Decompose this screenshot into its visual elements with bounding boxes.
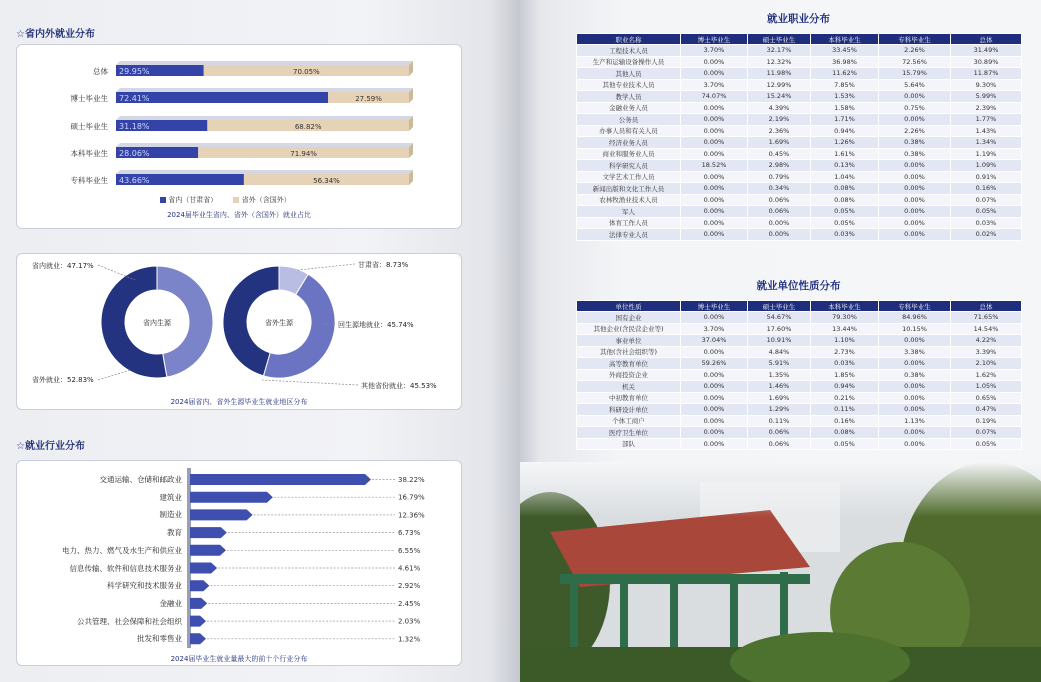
column-header: 总体 [951, 34, 1022, 45]
table-row [577, 183, 1022, 195]
table-cell: 0.00% [681, 194, 748, 206]
table-cell: 1.43% [951, 125, 1022, 137]
row-header-cell: 其他(含社会组织等) [577, 346, 681, 358]
table-cell: 1.10% [811, 335, 879, 347]
industry-row-label: 信息传输、软件和信息技术服务业 [69, 563, 182, 573]
legend-label-inside: 省内（甘肃省） [168, 196, 218, 204]
table-row [577, 68, 1022, 80]
row-header-cell: 其他专业技术人员 [577, 79, 681, 91]
table-row [577, 102, 1022, 114]
table-row [577, 369, 1022, 381]
industry-row-label: 电力、热力、燃气及水生产和供应业 [62, 545, 182, 555]
table-cell: 0.05% [811, 217, 879, 229]
table-row [577, 438, 1022, 450]
table-cell: 0.06% [748, 206, 811, 218]
donut-slice-label: 甘肃省：8.73% [358, 261, 409, 269]
table-cell: 9.30% [951, 79, 1022, 91]
table-cell: 15.24% [748, 91, 811, 103]
table-row [577, 137, 1022, 149]
table-cell: 0.00% [681, 229, 748, 241]
table-cell: 3.38% [879, 346, 951, 358]
table-cell: 37.04% [681, 335, 748, 347]
table-row [577, 381, 1022, 393]
table-cell: 1.58% [811, 102, 879, 114]
row-header-cell: 文学艺术工作人员 [577, 171, 681, 183]
row-header-cell: 个体工商户 [577, 415, 681, 427]
industry-bar-value: 6.55% [398, 546, 421, 555]
table-cell: 0.06% [748, 194, 811, 206]
table-cell: 14.54% [951, 323, 1022, 335]
table-cell: 0.00% [681, 312, 748, 324]
table-cell: 10.91% [748, 335, 811, 347]
row-header-cell: 工程技术人员 [577, 45, 681, 57]
table-cell: 0.03% [811, 229, 879, 241]
table-cell: 0.00% [879, 229, 951, 241]
row-header-cell: 机关 [577, 381, 681, 393]
table-cell: 59.26% [681, 358, 748, 370]
row-header-cell: 军人 [577, 206, 681, 218]
table-cell: 11.98% [748, 68, 811, 80]
table-cell: 1.26% [811, 137, 879, 149]
section-title-provincial: ☆省内外就业分布 [16, 29, 95, 40]
row-header-cell: 外商投资企业 [577, 369, 681, 381]
industry-bar-value: 38.22% [398, 476, 425, 484]
table-cell: 0.00% [681, 206, 748, 218]
table-cell: 0.91% [951, 171, 1022, 183]
table-cell: 31.49% [951, 45, 1022, 57]
industry-bar [190, 633, 206, 644]
table-cell: 0.00% [681, 404, 748, 416]
table-cell: 32.17% [748, 45, 811, 57]
campus-pavilion-photo [520, 462, 1041, 682]
table-cell: 0.16% [811, 415, 879, 427]
row-header-cell: 公务员 [577, 114, 681, 126]
table-cell: 3.70% [681, 323, 748, 335]
row-header-cell: 金融业务人员 [577, 102, 681, 114]
table-cell: 0.00% [681, 427, 748, 439]
table-row [577, 206, 1022, 218]
donut-slice-label: 回生源地就业：45.74% [338, 321, 414, 329]
table-cell: 71.65% [951, 312, 1022, 324]
table-cell: 36.98% [811, 56, 879, 68]
table-cell: 3.70% [681, 45, 748, 57]
industry-row-label: 批发和零售业 [137, 634, 182, 644]
table-cell: 1.69% [748, 137, 811, 149]
table-cell: 33.45% [811, 45, 879, 57]
table-cell: 12.32% [748, 56, 811, 68]
legend-label-outside: 省外（含国外） [241, 196, 291, 204]
table-cell: 54.67% [748, 312, 811, 324]
table-row [577, 229, 1022, 241]
table-cell: 0.00% [879, 427, 951, 439]
industry-row-label: 建筑业 [159, 492, 182, 502]
table-cell: 0.00% [681, 68, 748, 80]
table-cell: 0.00% [879, 160, 951, 172]
table-cell: 0.00% [681, 183, 748, 195]
table-cell: 74.07% [681, 91, 748, 103]
left-page [0, 0, 520, 682]
table-cell: 1.71% [811, 114, 879, 126]
row-header-cell: 经济业务人员 [577, 137, 681, 149]
table-cell: 1.34% [951, 137, 1022, 149]
industry-bar-value: 2.45% [398, 599, 421, 608]
table-cell: 1.04% [811, 171, 879, 183]
table-cell: 1.53% [811, 91, 879, 103]
table-cell: 0.00% [681, 346, 748, 358]
row-header-cell: 体育工作人员 [577, 217, 681, 229]
row-header-cell: 商业和服务业人员 [577, 148, 681, 160]
industry-bar-value: 2.03% [398, 617, 421, 626]
industry-row-label: 金融业 [159, 598, 182, 608]
row-header-cell: 医疗卫生单位 [577, 427, 681, 439]
table-row [577, 45, 1022, 57]
column-header: 博士毕业生 [681, 34, 748, 45]
table-cell: 0.07% [951, 427, 1022, 439]
industry-bar-chart [0, 0, 520, 682]
table-cell: 1.35% [748, 369, 811, 381]
table-cell: 0.13% [811, 160, 879, 172]
table-cell: 0.06% [748, 427, 811, 439]
table-cell: 0.05% [811, 438, 879, 450]
table-row [577, 346, 1022, 358]
table-cell: 0.38% [879, 137, 951, 149]
donut-center-label: 省外生源 [265, 319, 293, 327]
table-cell: 4.39% [748, 102, 811, 114]
industry-caption: 2024届毕业生就业量最大的前十个行业分布 [170, 655, 308, 663]
table-cell: 0.00% [879, 381, 951, 393]
table-cell: 2.19% [748, 114, 811, 126]
table-cell: 72.56% [879, 56, 951, 68]
table-row [577, 160, 1022, 172]
table-cell: 0.00% [748, 229, 811, 241]
donut-center-label: 省内生源 [143, 319, 171, 327]
industry-bar-value: 12.36% [398, 511, 425, 520]
table-cell: 0.38% [879, 369, 951, 381]
column-header: 单位性质 [577, 301, 681, 312]
table-row [577, 79, 1022, 91]
table-cell: 4.84% [748, 346, 811, 358]
table-cell: 0.00% [681, 125, 748, 137]
industry-bar [190, 474, 371, 485]
employer-type-table [576, 300, 1022, 450]
table-cell: 5.91% [748, 358, 811, 370]
bar-outside-value: 70.05% [293, 68, 320, 76]
row-header-cell: 农林牧渔业技术人员 [577, 194, 681, 206]
row-header-cell: 生产和运输设备操作人员 [577, 56, 681, 68]
table-cell: 1.09% [951, 160, 1022, 172]
table-cell: 0.05% [811, 206, 879, 218]
table-row [577, 312, 1022, 324]
industry-bar [190, 527, 227, 538]
table-cell: 0.00% [879, 438, 951, 450]
industry-bar [190, 598, 207, 609]
table-cell: 7.85% [811, 79, 879, 91]
row-header-cell: 高等教育单位 [577, 358, 681, 370]
column-header: 总体 [951, 301, 1022, 312]
table-cell: 1.13% [879, 415, 951, 427]
industry-bar-value: 6.73% [398, 529, 421, 538]
table-cell: 0.00% [879, 392, 951, 404]
row-header-cell: 科学研究人员 [577, 160, 681, 172]
row-header-cell: 部队 [577, 438, 681, 450]
table-cell: 0.34% [748, 183, 811, 195]
table-cell: 79.30% [811, 312, 879, 324]
column-header: 本科毕业生 [811, 34, 879, 45]
table-cell: 0.05% [951, 206, 1022, 218]
bar-outside-value: 56.34% [313, 177, 340, 185]
employer-table-title: 就业单位性质分布 [756, 280, 841, 292]
table-cell: 4.22% [951, 335, 1022, 347]
table-cell: 1.85% [811, 369, 879, 381]
table-row [577, 171, 1022, 183]
bar-outside-value: 27.59% [355, 95, 382, 103]
table-cell: 0.79% [748, 171, 811, 183]
industry-bar-value: 4.61% [398, 564, 421, 573]
industry-bar [190, 492, 273, 503]
table-cell: 0.00% [681, 171, 748, 183]
table-cell: 3.70% [681, 79, 748, 91]
industry-row-label: 科学研究和技术服务业 [107, 581, 182, 591]
table-cell: 0.00% [748, 217, 811, 229]
table-cell: 0.00% [879, 91, 951, 103]
table-cell: 0.00% [879, 217, 951, 229]
row-header-cell: 科研设计单位 [577, 404, 681, 416]
column-header: 硕士毕业生 [748, 301, 811, 312]
provincial-row-label: 总体 [93, 67, 108, 76]
table-cell: 2.26% [879, 125, 951, 137]
table-cell: 3.39% [951, 346, 1022, 358]
table-cell: 0.06% [748, 438, 811, 450]
table-cell: 1.69% [748, 392, 811, 404]
row-header-cell: 新闻出版和文化工作人员 [577, 183, 681, 195]
table-cell: 0.11% [748, 415, 811, 427]
table-row [577, 404, 1022, 416]
table-cell: 0.94% [811, 381, 879, 393]
right-page [520, 0, 1041, 682]
row-header-cell: 教学人员 [577, 91, 681, 103]
table-cell: 11.87% [951, 68, 1022, 80]
table-cell: 0.65% [951, 392, 1022, 404]
table-cell: 2.98% [748, 160, 811, 172]
column-header: 专科毕业生 [879, 34, 951, 45]
donut-slice-label: 省外就业：52.83% [32, 376, 94, 384]
column-header: 博士毕业生 [681, 301, 748, 312]
industry-row-label: 交通运输、仓储和邮政业 [99, 475, 182, 484]
donut-slice-label: 其他省份就业：45.53% [361, 382, 437, 390]
column-header: 硕士毕业生 [748, 34, 811, 45]
table-cell: 1.61% [811, 148, 879, 160]
industry-row-label: 公共管理、社会保障和社会组织 [77, 616, 182, 626]
row-header-cell: 其他人员 [577, 68, 681, 80]
column-header: 本科毕业生 [811, 301, 879, 312]
table-cell: 0.08% [811, 183, 879, 195]
column-header: 职业名称 [577, 34, 681, 45]
table-cell: 0.47% [951, 404, 1022, 416]
table-cell: 1.77% [951, 114, 1022, 126]
table-row [577, 114, 1022, 126]
table-cell: 0.94% [811, 125, 879, 137]
table-cell: 0.00% [681, 392, 748, 404]
table-row [577, 427, 1022, 439]
industry-bar [190, 545, 226, 556]
bar-inside-value: 72.41% [119, 94, 150, 103]
occupation-table [576, 33, 1022, 241]
provincial-row-label: 硕士毕业生 [70, 122, 108, 131]
bar-inside-value: 28.06% [119, 149, 150, 158]
table-cell: 0.16% [951, 183, 1022, 195]
table-row [577, 358, 1022, 370]
table-cell: 13.44% [811, 323, 879, 335]
table-cell: 17.60% [748, 323, 811, 335]
table-cell: 0.00% [681, 438, 748, 450]
industry-bar-value: 16.79% [398, 493, 425, 502]
table-row [577, 56, 1022, 68]
table-cell: 0.45% [748, 148, 811, 160]
industry-bar [190, 563, 217, 574]
table-row [577, 91, 1022, 103]
table-cell: 0.00% [879, 194, 951, 206]
table-cell: 10.15% [879, 323, 951, 335]
provincial-row-label: 博士毕业生 [70, 94, 108, 103]
occupation-table-title: 就业职业分布 [767, 13, 830, 25]
table-cell: 0.08% [811, 427, 879, 439]
table-row [577, 335, 1022, 347]
table-cell: 0.02% [951, 229, 1022, 241]
donut-slice-label: 省内就业：47.17% [32, 262, 94, 270]
industry-row-label: 教育 [167, 528, 182, 538]
row-header-cell: 法律专业人员 [577, 229, 681, 241]
table-cell: 0.21% [811, 392, 879, 404]
table-cell: 0.00% [681, 137, 748, 149]
table-cell: 0.08% [811, 194, 879, 206]
table-cell: 2.26% [879, 45, 951, 57]
table-cell: 0.00% [681, 369, 748, 381]
table-cell: 0.03% [951, 217, 1022, 229]
table-cell: 2.10% [951, 358, 1022, 370]
table-cell: 0.00% [879, 335, 951, 347]
row-header-cell: 办事人员和有关人员 [577, 125, 681, 137]
table-cell: 0.05% [951, 438, 1022, 450]
table-cell: 0.00% [681, 148, 748, 160]
table-cell: 2.39% [951, 102, 1022, 114]
table-cell: 0.11% [811, 404, 879, 416]
bar-inside-value: 29.95% [119, 67, 150, 76]
row-header-cell: 其他企业(含民营企业等) [577, 323, 681, 335]
table-cell: 0.38% [879, 148, 951, 160]
table-cell: 1.62% [951, 369, 1022, 381]
table-cell: 5.99% [951, 91, 1022, 103]
industry-bar-value: 2.92% [398, 582, 421, 591]
table-cell: 0.03% [811, 358, 879, 370]
bar-inside-value: 43.66% [119, 176, 150, 185]
table-cell: 0.00% [681, 56, 748, 68]
table-cell: 30.89% [951, 56, 1022, 68]
table-cell: 0.00% [879, 358, 951, 370]
table-cell: 0.75% [879, 102, 951, 114]
industry-bar-value: 1.32% [398, 635, 421, 644]
table-cell: 84.96% [879, 312, 951, 324]
table-cell: 0.00% [681, 217, 748, 229]
table-cell: 5.64% [879, 79, 951, 91]
table-cell: 0.00% [681, 102, 748, 114]
section-title-industry: ☆就业行业分布 [16, 441, 85, 452]
table-cell: 0.00% [879, 404, 951, 416]
table-row [577, 217, 1022, 229]
table-cell: 0.00% [879, 206, 951, 218]
table-cell: 11.62% [811, 68, 879, 80]
bar-outside-value: 68.82% [294, 123, 322, 131]
table-cell: 15.79% [879, 68, 951, 80]
table-row [577, 323, 1022, 335]
provincial-row-label: 本科毕业生 [70, 149, 108, 158]
table-cell: 0.00% [681, 114, 748, 126]
table-row [577, 148, 1022, 160]
table-row [577, 125, 1022, 137]
table-cell: 1.05% [951, 381, 1022, 393]
table-cell: 1.46% [748, 381, 811, 393]
industry-bar [190, 616, 206, 627]
industry-row-label: 制造业 [159, 510, 182, 520]
table-cell: 0.00% [681, 415, 748, 427]
table-cell: 0.00% [879, 114, 951, 126]
table-row [577, 194, 1022, 206]
table-cell: 0.00% [879, 183, 951, 195]
table-cell: 2.73% [811, 346, 879, 358]
row-header-cell: 国有企业 [577, 312, 681, 324]
table-cell: 2.36% [748, 125, 811, 137]
row-header-cell: 事业单位 [577, 335, 681, 347]
table-cell: 18.52% [681, 160, 748, 172]
table-cell: 0.00% [681, 381, 748, 393]
table-cell: 0.19% [951, 415, 1022, 427]
table-cell: 12.99% [748, 79, 811, 91]
bar-outside-value: 71.94% [290, 150, 317, 158]
table-row [577, 415, 1022, 427]
provincial-caption: 2024届毕业生省内、省外（含国外）就业占比 [167, 211, 311, 219]
row-header-cell: 中初教育单位 [577, 392, 681, 404]
industry-bar [190, 509, 253, 520]
table-cell: 0.00% [879, 171, 951, 183]
industry-bar [190, 580, 209, 591]
provincial-row-label: 专科毕业生 [70, 176, 108, 185]
bar-inside-value: 31.18% [119, 122, 150, 131]
region-caption: 2024届省内、省外生源毕业生就业地区分布 [170, 398, 308, 406]
table-row [577, 392, 1022, 404]
column-header: 专科毕业生 [879, 301, 951, 312]
table-cell: 0.07% [951, 194, 1022, 206]
table-cell: 1.29% [748, 404, 811, 416]
table-cell: 1.19% [951, 148, 1022, 160]
